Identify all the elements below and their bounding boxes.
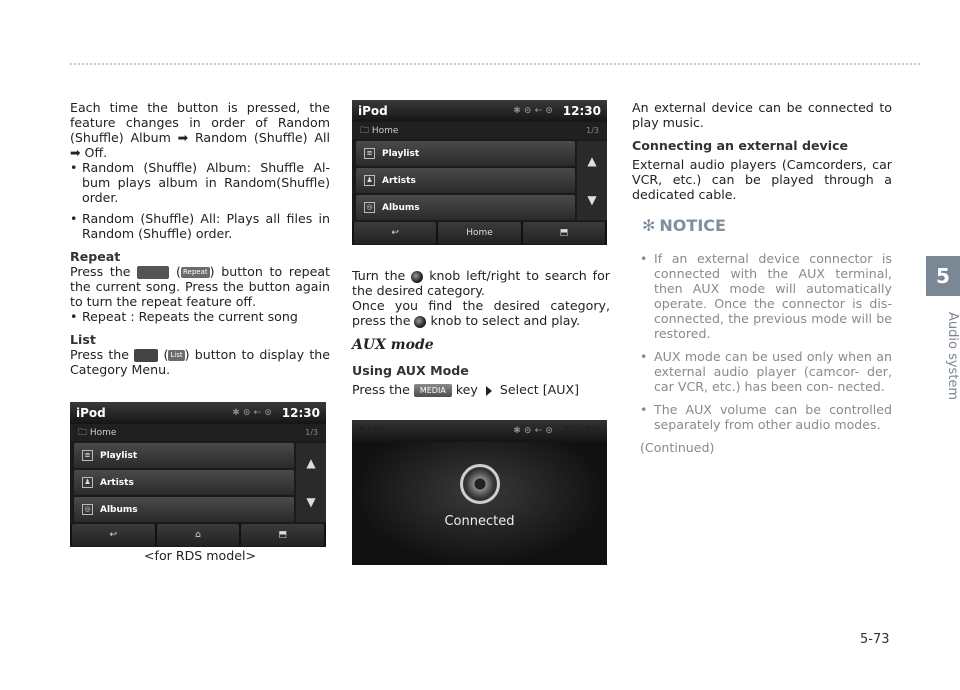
repeat-text: Press the ( Repeat ) button to repeat the current song. Press the button again to turn the repeat feature off. (70, 264, 330, 309)
status-icons: ✱ ⊙ ⇠ ⊙ (513, 426, 553, 436)
screen-footer (352, 222, 607, 244)
press-knob-text: Once you find the desired category, press the knob to select and play. (352, 298, 610, 328)
notice-list (640, 251, 892, 432)
list-button-icon (134, 349, 158, 362)
status-icons: ✱ ⊙ ⇠ ⊙ (232, 408, 272, 418)
column-1 (70, 100, 330, 377)
playlist-icon: ≡ (364, 148, 375, 159)
list-item: • AUX mode can be used only when an external audio player (camcor- der, car VCR, etc.) has been con- nected. (640, 349, 892, 394)
chapter-title: Audio system (945, 312, 960, 401)
playlist-icon: ≡ (82, 450, 93, 461)
artist-icon: ♟ (364, 175, 375, 186)
aux-mode-title: AUX mode (352, 337, 434, 353)
list-tag: List (170, 351, 183, 359)
clock: 12:30 (562, 104, 601, 118)
clock: 12:30 (281, 406, 320, 420)
scroll-up-icon[interactable]: ▲ (306, 455, 316, 470)
turn-knob-text: Turn the knob left/right to search for the desired category. (352, 268, 610, 298)
list-item: • If an external device connector is connected with the AUX terminal, then AUX mode will automatically operate. Once the connector is dis- connected, the previous mode will be restored. (640, 251, 892, 341)
using-aux-heading: Using AUX Mode (352, 363, 469, 378)
figure-caption: <for RDS model> (143, 548, 257, 563)
menu-item-artists[interactable]: ♟ Artists (74, 470, 294, 495)
column-2 (352, 268, 610, 397)
list-item: • Random (Shuffle) Album: Shuffle Al- bum plays album in Random(Shuffle) order. (70, 160, 330, 205)
back-button[interactable]: ↩ (72, 524, 155, 546)
screen-header: iPod ✱ ⊙ ⇠ ⊙ 12:30 (352, 100, 607, 122)
arrow-right-icon (486, 386, 492, 396)
home-button[interactable]: ⌂ (157, 524, 240, 546)
top-rule (70, 63, 920, 65)
home-row[interactable]: 🗀 Home 1/3 (352, 122, 607, 139)
chapter-number: 5 (926, 256, 960, 296)
library-button[interactable]: ⬒ (241, 524, 324, 546)
list-text: Press the ( List ) button to display the Category Menu. (70, 347, 330, 377)
list-item: • The AUX volume can be controlled separately from other audio modes. (640, 402, 892, 432)
continued-label: (Continued) (640, 440, 715, 455)
ipod-screen-rds (70, 402, 326, 547)
repeat-button-icon (137, 266, 169, 279)
asterisk-icon: ✻ (642, 216, 656, 235)
status-icons: ✱ ⊙ ⇠ ⊙ (513, 106, 553, 116)
aux-status: Connected (444, 514, 515, 529)
shuffle-intro: Each time the button is pressed, the feature changes in order of Random (Shuffle) Album ➡ Random (Shuffle) All ➡ Off. (70, 100, 330, 160)
notice-heading: ✻ NOTICE (642, 216, 726, 235)
disc-icon (460, 464, 500, 504)
list-item: • Repeat : Repeats the current song (70, 309, 298, 324)
list-heading: List (70, 332, 96, 347)
connecting-heading: Connecting an external device (632, 138, 849, 153)
library-button[interactable]: ⬒ (523, 222, 605, 244)
home-button[interactable]: Home (438, 222, 520, 244)
media-key-icon: MEDIA (414, 384, 452, 397)
menu-item-albums[interactable]: ◎ Albums (356, 195, 575, 220)
album-icon: ◎ (82, 504, 93, 515)
menu-item-playlist[interactable]: ≡ Playlist (74, 443, 294, 468)
clock: 12:30 (562, 424, 601, 438)
screen-footer (70, 524, 326, 546)
knob-icon (414, 316, 426, 328)
menu-item-playlist[interactable]: ≡ Playlist (356, 141, 575, 166)
artist-icon: ♟ (82, 477, 93, 488)
menu-item-artists[interactable]: ♟ Artists (356, 168, 575, 193)
connecting-text: External audio players (Camcorders, car VCR, etc.) can be played through a dedicated cable. (632, 157, 892, 202)
scroll-up-icon[interactable]: ▲ (587, 153, 597, 168)
scroll-down-icon[interactable]: ▼ (306, 495, 316, 510)
press-media-text: Press the MEDIA key Select [AUX] (352, 382, 580, 397)
repeat-heading: Repeat (70, 249, 121, 264)
column-3 (632, 100, 892, 455)
aux-screen (352, 420, 607, 565)
home-row[interactable]: 🗀 Home 1/3 (70, 424, 326, 441)
aux-intro: An external device can be connected to play music. (632, 100, 892, 130)
ipod-screen (352, 100, 607, 245)
screen-header: AUX ✱ ⊙ ⇠ ⊙ 12:30 (352, 420, 607, 442)
back-button[interactable]: ↩ (354, 222, 436, 244)
screen-header: iPod ✱ ⊙ ⇠ ⊙ 12:30 (70, 402, 326, 424)
repeat-tag: Repeat (182, 268, 208, 276)
chapter-tab (926, 256, 960, 401)
knob-icon (411, 271, 423, 283)
menu-item-albums[interactable]: ◎ Albums (74, 497, 294, 522)
scroll-down-icon[interactable]: ▼ (587, 193, 597, 208)
scrollbar[interactable] (577, 141, 607, 220)
scrollbar[interactable] (296, 443, 326, 522)
album-icon: ◎ (364, 202, 375, 213)
page-number: 5-73 (860, 632, 890, 647)
list-item: • Random (Shuffle) All: Plays all files in Random (Shuffle) order. (70, 211, 330, 241)
